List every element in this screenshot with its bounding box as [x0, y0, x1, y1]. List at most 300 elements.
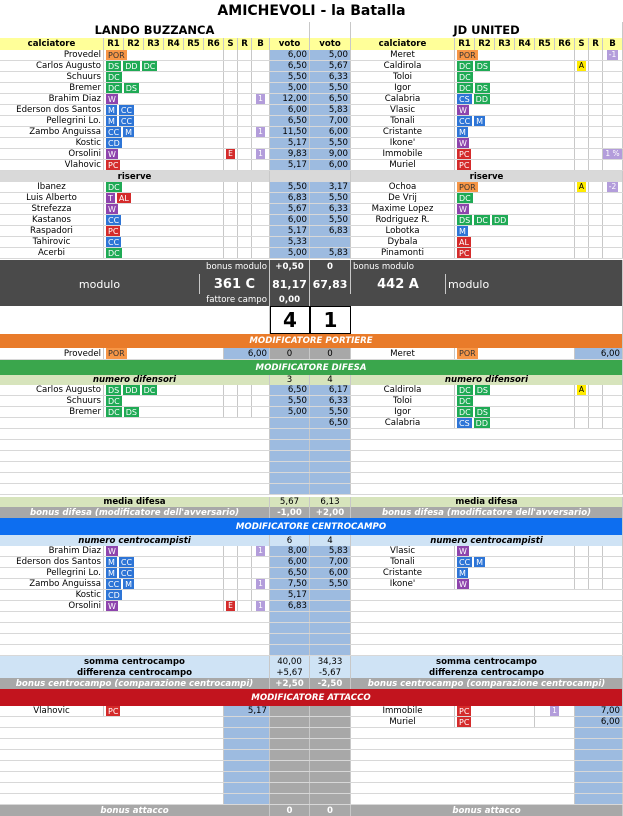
b-badge: 1	[258, 579, 263, 588]
col-role: R3	[144, 38, 164, 50]
attacco-row	[0, 761, 623, 772]
player-row	[0, 623, 623, 634]
home-vote: 6,50	[270, 568, 310, 578]
role-badge: DS	[476, 407, 488, 417]
away-att-vote: 7,00	[575, 706, 623, 716]
r-cell	[589, 61, 603, 71]
cell	[351, 739, 575, 749]
bonus-attacco-row	[0, 805, 623, 816]
r-cell	[238, 237, 252, 247]
fattore-label: fattore campo	[0, 294, 270, 306]
cell	[270, 634, 310, 644]
role-badge: DC	[476, 215, 488, 225]
away-vote	[310, 237, 351, 247]
cell	[224, 761, 270, 771]
s-cell	[575, 193, 589, 203]
cell	[270, 728, 310, 738]
role-list	[455, 568, 575, 578]
r-cell	[238, 215, 252, 225]
s-badge: A	[578, 61, 585, 70]
player-row	[0, 138, 623, 149]
modulo-label: modulo	[446, 274, 623, 294]
player-row	[0, 557, 623, 568]
cell	[310, 761, 351, 771]
cell	[0, 306, 270, 334]
role-badge: DS	[476, 83, 488, 93]
role-list	[104, 160, 224, 170]
role-list	[104, 407, 224, 417]
role-list	[455, 50, 575, 60]
mod-centro-header	[0, 535, 623, 546]
b-cell	[252, 557, 270, 567]
cell	[310, 717, 351, 727]
s-cell	[575, 418, 589, 428]
r-cell	[238, 193, 252, 203]
home-bonus-attacco: 0	[270, 805, 310, 816]
b-cell	[603, 385, 623, 395]
attacco-row	[0, 739, 623, 750]
role-badge: W	[459, 204, 467, 214]
cell	[270, 612, 310, 622]
home-vote: 6,50	[270, 61, 310, 71]
col-role: R5	[535, 38, 555, 50]
away-bonus-modulo: 0	[310, 260, 351, 274]
mod-portiere-row	[0, 348, 623, 360]
role-badge: DC	[459, 83, 471, 93]
cell	[270, 794, 310, 804]
b-cell	[252, 127, 270, 137]
role-badge: CS	[459, 94, 470, 104]
home-vote: 5,17	[270, 138, 310, 148]
modulo-row	[0, 274, 623, 294]
b-cell	[603, 237, 623, 247]
role-list	[455, 94, 575, 104]
role-badge: PC	[108, 706, 119, 716]
b-cell	[603, 204, 623, 214]
role-badge: W	[108, 94, 116, 104]
away-team-name: JD UNITED	[351, 22, 623, 38]
cell	[351, 728, 575, 738]
col-role: R1	[104, 38, 124, 50]
role-list	[455, 396, 575, 406]
reserves-header	[0, 171, 623, 182]
role-list	[104, 182, 224, 192]
cell	[0, 484, 270, 494]
role-list	[455, 72, 575, 82]
cell	[270, 645, 310, 655]
reserves-label: riserve	[0, 171, 270, 182]
b-cell	[535, 717, 575, 727]
r-cell	[589, 160, 603, 170]
role-badge: DC	[459, 72, 471, 82]
role-list	[455, 215, 575, 225]
role-list	[104, 94, 224, 104]
b-cell	[252, 385, 270, 395]
b-cell	[252, 226, 270, 236]
col-role: R6	[204, 38, 224, 50]
r-cell	[238, 182, 252, 192]
cell	[351, 750, 575, 760]
home-num-defenders: 3	[270, 375, 310, 385]
r-cell	[589, 94, 603, 104]
r-cell	[589, 215, 603, 225]
r-cell	[238, 127, 252, 137]
s-cell	[224, 127, 238, 137]
player-name: Vlasic	[351, 105, 455, 115]
cell	[310, 473, 351, 483]
r-cell	[589, 204, 603, 214]
col-vote: voto	[310, 38, 351, 50]
role-badge: DC	[459, 61, 471, 71]
s-cell	[224, 72, 238, 82]
s-cell	[575, 546, 589, 556]
b-cell	[603, 61, 623, 71]
role-badge: PC	[459, 160, 470, 170]
player-name: Igor	[351, 83, 455, 93]
player-name: Ederson dos Santos	[0, 557, 104, 567]
diff-label: differenza centrocampo	[0, 667, 270, 678]
role-list	[104, 579, 224, 589]
cell	[310, 22, 351, 38]
role-badge: DC	[459, 407, 471, 417]
away-modulo: 442 A	[351, 274, 446, 294]
cell	[310, 772, 351, 782]
role-badge: M	[108, 557, 115, 567]
role-list	[104, 72, 224, 82]
home-att-vote: 5,17	[224, 706, 270, 716]
home-vote: 6,50	[270, 116, 310, 126]
s-badge: E	[228, 149, 233, 158]
role-badge: DD	[475, 94, 488, 104]
role-list	[455, 149, 575, 159]
b-cell	[252, 396, 270, 406]
home-vote: 6,83	[270, 601, 310, 611]
r-cell	[238, 160, 252, 170]
r-cell	[238, 50, 252, 60]
r-cell	[589, 407, 603, 417]
r-cell	[238, 116, 252, 126]
media-difesa-row	[0, 497, 623, 507]
b-cell	[603, 50, 623, 60]
home-total: 81,17	[270, 274, 310, 294]
b-cell	[252, 407, 270, 417]
away-vote: 7,00	[310, 557, 351, 567]
col-b: B	[603, 38, 623, 50]
reserves-label: riserve	[351, 171, 623, 182]
role-list	[104, 396, 224, 406]
s-cell	[224, 579, 238, 589]
cell	[351, 440, 623, 450]
role-badge: CC	[108, 237, 120, 247]
mod-attacco-title: MODIFICATORE ATTACCO	[0, 689, 623, 706]
col-role: R4	[164, 38, 184, 50]
role-badge: DS	[125, 407, 137, 417]
s-cell	[224, 215, 238, 225]
player-row	[0, 72, 623, 83]
role-list	[455, 83, 575, 93]
role-list	[455, 248, 575, 258]
role-list	[455, 160, 575, 170]
r-cell	[238, 94, 252, 104]
home-vote: 6,00	[270, 105, 310, 115]
player-name: Igor	[351, 407, 455, 417]
away-gk-mod: 0	[310, 348, 351, 359]
player-row	[0, 473, 623, 484]
b-badge: 1	[258, 127, 263, 136]
player-row	[0, 94, 623, 105]
player-row	[0, 440, 623, 451]
role-list	[104, 116, 224, 126]
s-cell	[224, 557, 238, 567]
role-list	[455, 385, 575, 395]
player-row	[0, 248, 623, 259]
role-list	[455, 706, 535, 716]
mod-difesa-header	[0, 375, 623, 385]
s-cell	[575, 72, 589, 82]
page-title: AMICHEVOLI - la Batalla	[217, 3, 406, 19]
player-name: Bremer	[0, 407, 104, 417]
cell	[310, 634, 351, 644]
away-gk-vote: 6,00	[575, 348, 623, 359]
media-difesa-label: media difesa	[351, 497, 623, 507]
s-cell	[575, 50, 589, 60]
num-defenders-label: numero difensori	[0, 375, 270, 385]
away-vote: 5,50	[310, 193, 351, 203]
s-cell	[224, 182, 238, 192]
role-badge: POR	[108, 349, 125, 358]
cell	[351, 590, 623, 600]
b-cell	[603, 226, 623, 236]
home-bonus-difesa: -1,00	[270, 507, 310, 518]
cell	[351, 783, 575, 793]
away-total: 67,83	[310, 274, 351, 294]
b-cell	[252, 138, 270, 148]
cell	[351, 473, 623, 483]
b-cell	[603, 149, 623, 159]
player-name: Meret	[351, 50, 455, 60]
role-list	[104, 149, 224, 159]
role-list	[455, 193, 575, 203]
player-name: Ibanez	[0, 182, 104, 192]
s-cell	[224, 138, 238, 148]
r-cell	[589, 557, 603, 567]
b-cell	[603, 116, 623, 126]
role-badge: CC	[120, 105, 133, 115]
role-badge: CC	[459, 557, 471, 567]
away-vote: 6,00	[310, 160, 351, 170]
num-midfielders-label: numero centrocampisti	[0, 535, 270, 546]
role-list	[104, 138, 224, 148]
s-cell	[224, 590, 238, 600]
away-vote: 5,50	[310, 138, 351, 148]
role-list	[104, 105, 224, 115]
s-badge: A	[578, 182, 585, 191]
player-name: Luis Alberto	[0, 193, 104, 203]
r-cell	[589, 237, 603, 247]
s-cell	[575, 127, 589, 137]
fattore-value: 0,00	[270, 294, 310, 306]
player-row	[0, 396, 623, 407]
cell	[351, 623, 623, 633]
cell	[270, 772, 310, 782]
r-cell	[589, 385, 603, 395]
role-list	[455, 138, 575, 148]
role-badge: CC	[108, 127, 120, 137]
s-cell	[224, 396, 238, 406]
cell	[0, 794, 224, 804]
b-badge: 1	[258, 149, 263, 158]
player-row	[0, 407, 623, 418]
away-vote: 5,50	[310, 407, 351, 417]
mod-difesa-title	[0, 360, 623, 375]
role-badge: T	[108, 193, 113, 203]
b-cell	[252, 204, 270, 214]
cell	[0, 772, 224, 782]
b-cell	[252, 61, 270, 71]
attacco-row	[0, 728, 623, 739]
home-gk-vote: 6,00	[224, 348, 270, 359]
s-cell	[224, 149, 238, 159]
r-cell	[589, 116, 603, 126]
b-cell	[252, 50, 270, 60]
player-row	[0, 149, 623, 160]
role-list	[104, 248, 224, 258]
home-vote: 5,50	[270, 396, 310, 406]
r-cell	[238, 149, 252, 159]
cell	[310, 612, 351, 622]
s-cell	[224, 61, 238, 71]
b-cell	[603, 160, 623, 170]
role-list	[455, 557, 575, 567]
cell	[0, 717, 224, 727]
b-cell	[603, 138, 623, 148]
cell	[270, 451, 310, 461]
player-name: Kostic	[0, 590, 104, 600]
role-badge: M	[459, 226, 466, 236]
s-cell	[575, 557, 589, 567]
cell	[351, 612, 623, 622]
player-name: Carlos Augusto	[0, 61, 104, 71]
s-cell	[575, 237, 589, 247]
r-cell	[238, 568, 252, 578]
away-diff: -5,67	[310, 667, 351, 678]
b-cell	[603, 407, 623, 417]
role-badge: W	[108, 546, 116, 556]
b-cell	[603, 215, 623, 225]
s-cell	[224, 105, 238, 115]
cell	[351, 601, 623, 611]
r-cell	[589, 127, 603, 137]
s-cell	[575, 83, 589, 93]
r-cell	[238, 557, 252, 567]
role-list	[455, 105, 575, 115]
r-cell	[238, 546, 252, 556]
cell	[351, 429, 623, 439]
s-cell	[224, 237, 238, 247]
role-list	[104, 568, 224, 578]
r-cell	[589, 50, 603, 60]
bonus-difesa-label: bonus difesa (modificatore dell'avversario)	[0, 507, 270, 518]
s-badge: E	[228, 601, 233, 610]
r-cell	[589, 72, 603, 82]
role-badge: W	[459, 105, 467, 115]
home-vote: 6,00	[270, 215, 310, 225]
col-player: calciatore	[351, 38, 455, 50]
cell	[310, 783, 351, 793]
role-badge: M	[108, 568, 115, 578]
r-cell	[238, 72, 252, 82]
s-badge: A	[578, 385, 585, 394]
s-cell	[224, 568, 238, 578]
role-badge: PC	[459, 706, 470, 716]
home-modulo: 361 C	[200, 274, 270, 294]
cell	[310, 484, 351, 494]
cell	[575, 761, 623, 771]
bonus-difesa-row	[0, 507, 623, 518]
col-b: B	[252, 38, 270, 50]
role-list	[455, 116, 575, 126]
cell	[224, 750, 270, 760]
player-name: Dybala	[351, 237, 455, 247]
player-name: Brahim Diaz	[0, 94, 104, 104]
b-cell	[603, 248, 623, 258]
r-cell	[589, 418, 603, 428]
cell	[0, 739, 224, 749]
player-row	[0, 237, 623, 248]
cell	[310, 294, 623, 306]
cell	[351, 451, 623, 461]
b-cell	[252, 94, 270, 104]
home-vote: 11,50	[270, 127, 310, 137]
cell	[270, 739, 310, 749]
role-badge: CC	[120, 116, 133, 126]
role-badge: DC	[108, 248, 120, 258]
r-cell	[589, 568, 603, 578]
cell	[270, 440, 310, 450]
away-vote: 6,17	[310, 385, 351, 395]
r-cell	[238, 61, 252, 71]
role-badge: DS	[108, 61, 120, 71]
cell	[270, 484, 310, 494]
cell	[575, 739, 623, 749]
cell	[310, 728, 351, 738]
cell	[310, 750, 351, 760]
cell	[270, 473, 310, 483]
b-cell	[252, 105, 270, 115]
player-row	[0, 83, 623, 94]
role-badge: CC	[108, 579, 120, 589]
role-badge: DS	[459, 215, 471, 225]
home-vote: 5,17	[270, 160, 310, 170]
player-name: Pellegrini Lo.	[0, 116, 104, 126]
home-vote: 5,67	[270, 204, 310, 214]
attacco-row	[0, 750, 623, 761]
away-vote: 6,83	[310, 226, 351, 236]
cell	[310, 601, 351, 611]
player-name: Cristante	[351, 127, 455, 137]
home-vote: 5,00	[270, 83, 310, 93]
player-name: Zambo Anguissa	[0, 127, 104, 137]
cell	[0, 440, 270, 450]
player-row	[0, 204, 623, 215]
cell	[0, 634, 270, 644]
player-name: Pinamonti	[351, 248, 455, 258]
cell	[0, 761, 224, 771]
player-row	[0, 50, 623, 61]
cell	[310, 429, 351, 439]
role-badge: W	[459, 138, 467, 148]
role-list	[104, 546, 224, 556]
